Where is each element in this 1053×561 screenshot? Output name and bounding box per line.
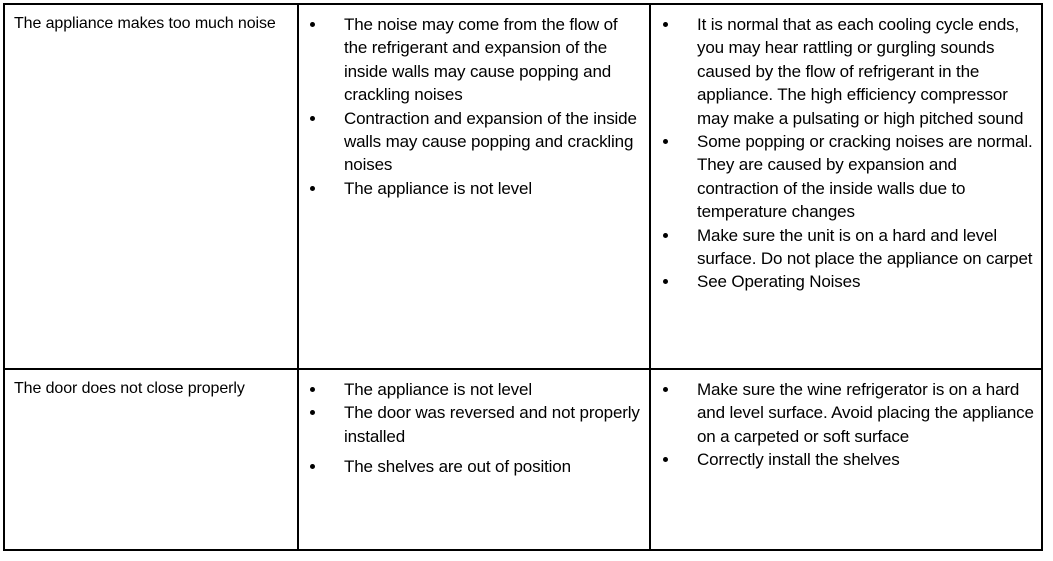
bullet-icon [663,279,668,284]
problem-text: The door does not close properly [14,380,245,397]
list-item [299,177,643,200]
table-row [4,369,1042,550]
list-item [653,270,1035,293]
cause-cell [298,4,650,369]
list-item-text: The appliance is not level [344,178,532,198]
list-item-text: It is normal that as each cooling cycle ends, you may hear rattling or gurgling sounds caused by the flow of refrigerant in the appliance. The high efficiency compressor may make a pulsating or high pitched sound [697,15,1024,128]
list-item-text: See Operating Noises [697,272,861,292]
solution-list [651,5,1041,300]
problem-cell [4,4,298,369]
bullet-icon [663,139,668,144]
troubleshooting-table [3,3,1043,551]
list-item-text: The door was reversed and not properly installed [344,403,640,446]
solution-cell [650,4,1042,369]
bullet-icon [310,464,315,469]
list-item-text: Some popping or cracking noises are normal. They are caused by expansion and contraction of the inside walls due to temperature changes [697,132,1033,222]
list-item [653,448,1035,471]
bullet-icon [310,22,315,27]
bullet-icon [310,410,315,415]
table-row [4,4,1042,369]
solution-cell [650,369,1042,550]
list-item-text: Contraction and expansion of the inside walls may cause popping and crackling noises [344,108,637,175]
list-item [299,107,643,177]
cause-cell [298,369,650,550]
list-item [653,130,1035,224]
bullet-icon [310,387,315,392]
list-item [299,378,643,401]
bullet-icon [310,116,315,121]
list-item-text: Make sure the wine refrigerator is on a hard and level surface. Avoid placing the appliance on a carpeted or soft surface [697,380,1034,446]
bullet-icon [663,457,668,462]
cause-list [299,5,649,206]
list-item [299,13,643,107]
list-item-text: The appliance is not level [344,380,532,399]
solution-list [651,370,1041,478]
bullet-icon [663,22,668,27]
list-item-text: Correctly install the shelves [697,450,900,470]
bullet-icon [310,186,315,191]
bullet-icon [663,233,668,238]
problem-cell [4,369,298,550]
list-item-text: The shelves are out of position [344,457,571,477]
list-item [299,401,643,448]
list-item [299,455,643,478]
list-item [653,13,1035,130]
list-item [653,378,1035,448]
list-item-text: Make sure the unit is on a hard and level surface. Do not place the appliance on carpet [697,225,1033,269]
list-item [653,224,1035,271]
problem-text: The appliance makes too much noise [14,15,276,32]
list-item-text: The noise may come from the flow of the refrigerant and expansion of the inside walls may cause popping and crackling noises [344,15,618,105]
bullet-icon [663,387,668,392]
cause-list [299,370,649,485]
